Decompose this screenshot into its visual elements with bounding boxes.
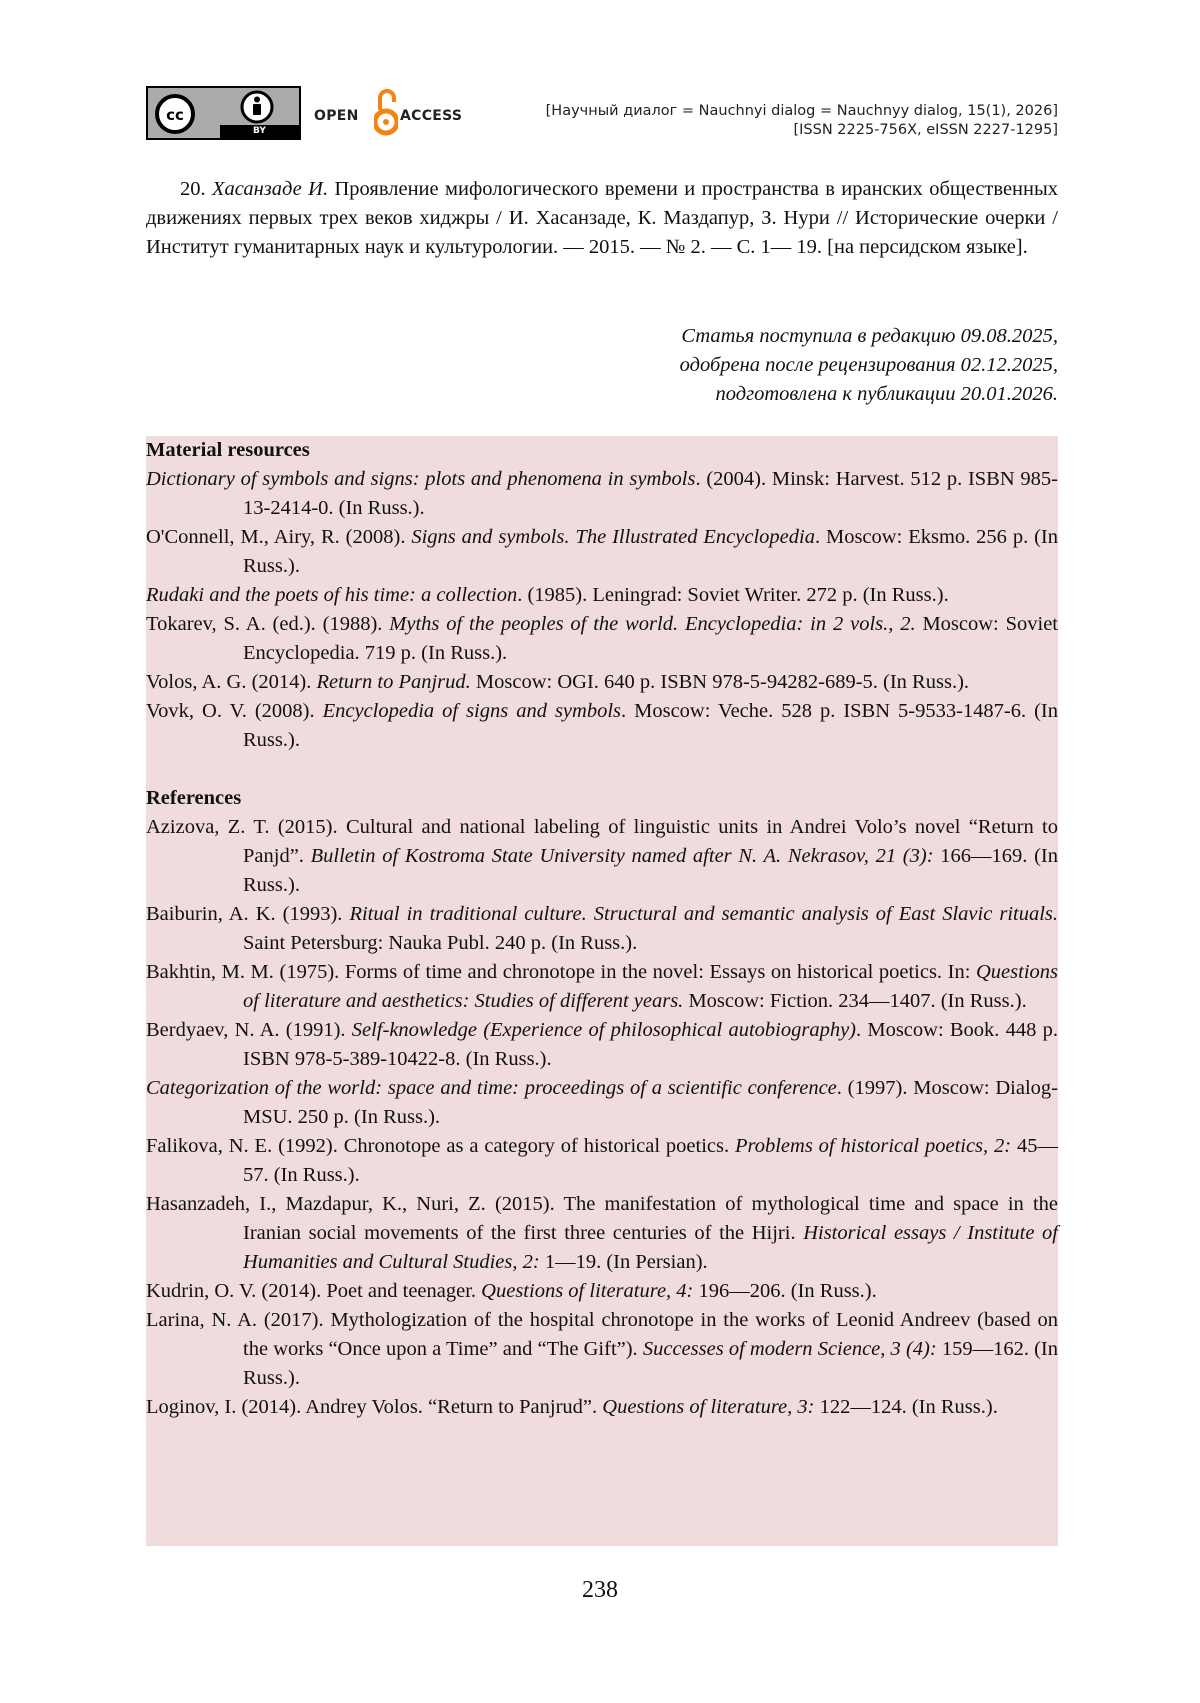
entry-text: O'Connell, M., Airy, R. (2008). xyxy=(146,526,412,548)
open-access-lock-icon xyxy=(374,86,398,140)
entry-text: . (1985). Leningrad: Soviet Writer. 272 p. (In Russ.). xyxy=(517,584,949,606)
material-resources-heading: Material resources xyxy=(146,439,310,461)
entry-text: . Moscow: Book. 448 p. ISBN 978-5-389-10422-8. (In Russ.). xyxy=(243,1019,1058,1070)
entry-title: Return to Panjrud. xyxy=(316,671,471,693)
references-entry xyxy=(146,1074,1058,1132)
material-entry xyxy=(146,523,1058,581)
material-resources-list xyxy=(146,465,1058,755)
entry-text: Berdyaev, N. A. (1991). xyxy=(146,1019,352,1041)
approved-line: одобрена после рецензирования 02.12.2025, xyxy=(679,354,1058,376)
entry-title: Ritual in traditional culture. Structural and semantic analysis of East Slavic rituals. xyxy=(349,903,1059,925)
entry-text: Bakhtin, M. M. (1975). Forms of time and chronotope in the novel: Essays on historical poetics. In: xyxy=(146,961,976,983)
entry-title: Questions of literature, 3: xyxy=(602,1396,815,1418)
entry-text: Loginov, I. (2014). Andrey Volos. “Return to Panjrud”. xyxy=(146,1396,603,1418)
entry-text: Azizova, Z. T. (2015). Cultural and national labeling of linguistic units in Andrei Volo’s novel “Return to Panjd”. xyxy=(146,816,1058,867)
references-entry xyxy=(146,1306,1058,1393)
material-entry xyxy=(146,668,1058,697)
entry-text: . (1997). Moscow: Dialog-MSU. 250 p. (In Russ.). xyxy=(243,1077,1058,1128)
entry-text: Moscow: Fiction. 234—1407. (In Russ.). xyxy=(683,990,1027,1012)
entry-title: Signs and symbols. The Illustrated Encyclopedia xyxy=(411,526,815,548)
material-entry xyxy=(146,581,1058,610)
entry-text: 45—57. (In Russ.). xyxy=(243,1135,1059,1186)
entry-text: 166—169. (In Russ.). xyxy=(243,845,1059,896)
entry-title: Myths of the peoples of the world. Encyclopedia: in 2 vols., 2. xyxy=(389,613,916,635)
entry-text: Hasanzadeh, I., Mazdapur, K., Nuri, Z. (2015). The manifestation of mythological time and space in the Iranian social movements of the first three centuries of the Hijri. xyxy=(146,1193,1058,1244)
entry-text: 1—19. (In Persian). xyxy=(539,1251,708,1273)
attribution-icon xyxy=(240,90,274,124)
entry-text: Moscow: OGI. 640 p. ISBN 978-5-94282-689-5. (In Russ.). xyxy=(470,671,970,693)
entry-text: . Moscow: Veche. 528 p. ISBN 5-9533-1487-6. (In Russ.). xyxy=(243,700,1059,751)
entry-title: Bulletin of Kostroma State University named after N. A. Nekrasov, 21 (3): xyxy=(310,845,934,867)
material-entry xyxy=(146,610,1058,668)
entry-title: Rudaki and the poets of his time: a collection xyxy=(146,584,518,606)
material-entry xyxy=(146,697,1058,755)
journal-citation-info xyxy=(546,102,1058,140)
references-entry xyxy=(146,900,1058,958)
entry-text: Moscow: Soviet Encyclopedia. 719 p. (In Russ.). xyxy=(243,613,1058,664)
entry-text: Volos, A. G. (2014). xyxy=(146,671,317,693)
references-list xyxy=(146,813,1058,1422)
creative-commons-icon xyxy=(154,93,196,135)
entry-text: Saint Petersburg: Nauka Publ. 240 p. (In Russ.). xyxy=(243,932,638,954)
reference-number: 20. xyxy=(180,178,206,200)
received-line: Статья поступила в редакцию 09.08.2025, xyxy=(681,325,1058,347)
entry-title: Categorization of the world: space and time: proceedings of a scientific conference xyxy=(146,1077,837,1099)
entry-text: Baiburin, A. K. (1993). xyxy=(146,903,350,925)
entry-text: Larina, N. A. (2017). Mythologization of the hospital chronotope in the works of Leonid Andreev (based on the works “Once upon a Time” and “The Gift”). xyxy=(146,1309,1058,1360)
issn-line: [ISSN 2225-756X, eISSN 2227-1295] xyxy=(793,122,1058,138)
entry-text: 196—206. (In Russ.). xyxy=(693,1280,877,1302)
entry-title: Self-knowledge (Experience of philosophical autobiography) xyxy=(351,1019,856,1041)
cc-by-license-badge[interactable] xyxy=(146,86,301,140)
entry-text: . Moscow: Eksmo. 256 p. (In Russ.). xyxy=(243,526,1058,577)
references-entry xyxy=(146,1016,1058,1074)
entry-title: Encyclopedia of signs and symbols xyxy=(322,700,622,722)
entry-title: Questions of literature and aesthetics: Studies of different years. xyxy=(243,961,1058,1012)
page-header xyxy=(146,86,1058,144)
entry-text: . (2004). Minsk: Harvest. 512 p. ISBN 985-13-2414-0. (In Russ.). xyxy=(243,468,1058,519)
prepared-line: подготовлена к публикации 20.01.2026. xyxy=(715,383,1058,405)
entry-text: 122—124. (In Russ.). xyxy=(814,1396,998,1418)
page-number: 238 xyxy=(582,1577,618,1603)
open-access-text-access: ACCESS xyxy=(400,108,463,124)
entry-title: Dictionary of symbols and signs: plots and phenomena in symbols xyxy=(146,468,696,490)
svg-text:cc: cc xyxy=(166,106,184,124)
references-entry xyxy=(146,1393,1058,1422)
open-access-text-open: OPEN xyxy=(314,108,359,124)
english-references-box xyxy=(146,436,1058,1546)
references-heading: References xyxy=(146,787,242,809)
material-entry xyxy=(146,465,1058,523)
references-entry xyxy=(146,958,1058,1016)
reference-text: Проявление мифологического времени и пространства в иранских общественных движениях первых трех веков хиджры / И. Хасанзаде, К. Маздапур, З. Нури // Исторические очерки / Институт гуманитарных наук и культурологии. — 2015. — № 2. — С. 1— 19. [на персидском языке]. xyxy=(146,178,1059,258)
entry-text: Kudrin, O. V. (2014). Poet and teenager. xyxy=(146,1280,482,1302)
entry-title: Questions of literature, 4: xyxy=(481,1280,694,1302)
entry-text: Falikova, N. E. (1992). Chronotope as a category of historical poetics. xyxy=(146,1135,735,1157)
entry-text: Vovk, O. V. (2008). xyxy=(146,700,323,722)
entry-text: 159—162. (In Russ.). xyxy=(243,1338,1059,1389)
journal-line: [Научный диалог = Nauchnyi dialog = Nauchnyy dialog, 15(1), 2026] xyxy=(545,103,1058,119)
article-dates-note xyxy=(146,322,1058,409)
references-entry xyxy=(146,813,1058,900)
entry-title: Problems of historical poetics, 2: xyxy=(734,1135,1012,1157)
references-entry xyxy=(146,1277,1058,1306)
open-access-logo[interactable] xyxy=(314,86,464,140)
references-entry xyxy=(146,1190,1058,1277)
by-label: BY xyxy=(253,126,266,136)
reference-author: Хасанзаде И. xyxy=(212,178,329,200)
entry-title: Successes of modern Science, 3 (4): xyxy=(642,1338,937,1360)
references-entry xyxy=(146,1132,1058,1190)
entry-title: Historical essays / Institute of Humanities and Cultural Studies, 2: xyxy=(243,1222,1058,1273)
entry-text: Tokarev, S. A. (ed.). (1988). xyxy=(146,613,390,635)
reference-20 xyxy=(146,175,1058,262)
